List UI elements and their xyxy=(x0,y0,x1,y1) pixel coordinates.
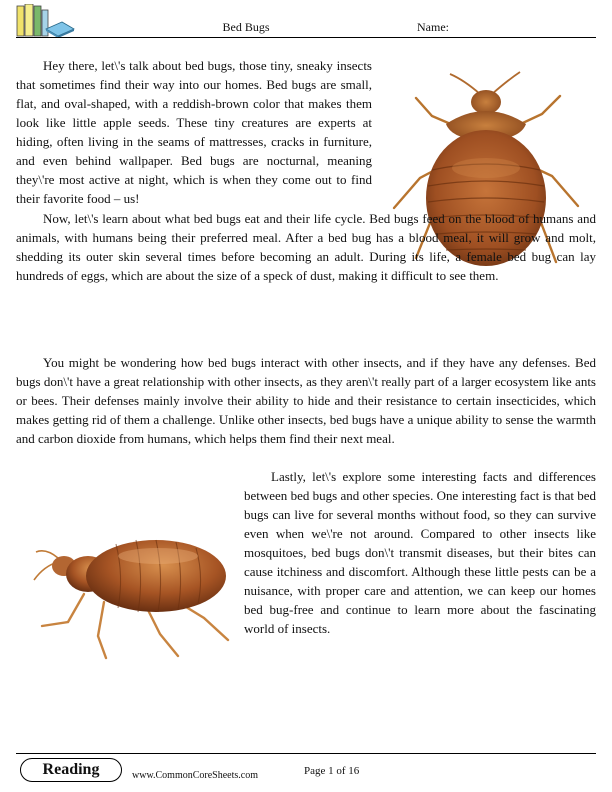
name-label: Name: xyxy=(417,20,449,34)
page-title: Bed Bugs xyxy=(222,20,270,34)
bed-bug-side-view-image xyxy=(28,518,238,662)
paragraph-4: Lastly, let\'s explore some interesting facts and differences between bed bugs and other species. One interesting fact is that bed bugs can live for several months without food, so they can survive even when we\'re not around. Compared to other insects like mosquitoes, bed bugs don\'t transmit diseases, but their bites can cause itchiness and discomfort. Although these little pests can be a nuisance, with proper care and attention, we can keep our homes bed bug-free and continue to learn more about the fascinating world of insects. xyxy=(244,469,596,636)
header-divider xyxy=(16,37,596,38)
paragraph-2: Now, let\'s learn about what bed bugs eat and their life cycle. Bed bugs feed on the blood of humans and animals, with humans being their preferred meal. After a bed bug has a blood meal, it will grow and molt, shedding its outer skin several times before becoming an adult. During its life, a female bed bug can lay hundreds of eggs, which are about the size of a speck of dust, making it difficult to see them. xyxy=(16,211,596,283)
paragraph-3: You might be wondering how bed bugs interact with other insects, and if they have any defenses. Bed bugs don\'t have a great relationship with other insects, as they aren\'t really part of a larger ecosystem like ants or bees. Their defenses mainly involve their ability to hide and their resistance to certain insecticides, which makes getting rid of them a challenge. Unlike other insects, bed bugs have a unique ability to sense the warmth and carbon dioxide from humans, which helps them find their next meal. xyxy=(16,355,596,446)
paragraph-1: Hey there, let\'s talk about bed bugs, those tiny, sneaky insects that sometimes find their way into our homes. Bed bugs are small, flat, and oval-shaped, with a reddish-brown color that makes them look like little apple seeds. These tiny creatures are experts at hiding, often living in the seams of mattresses, cracks in furniture, and even behind wallpaper. Bed bugs are nocturnal, meaning they\'re most active at night, which is when they come out to find their favorite food – us! xyxy=(16,58,372,206)
footer-divider xyxy=(16,753,596,754)
reading-badge: Reading xyxy=(20,758,122,782)
site-url[interactable]: www.CommonCoreSheets.com xyxy=(132,770,259,781)
page-number: Page 1 of 16 xyxy=(304,765,360,777)
